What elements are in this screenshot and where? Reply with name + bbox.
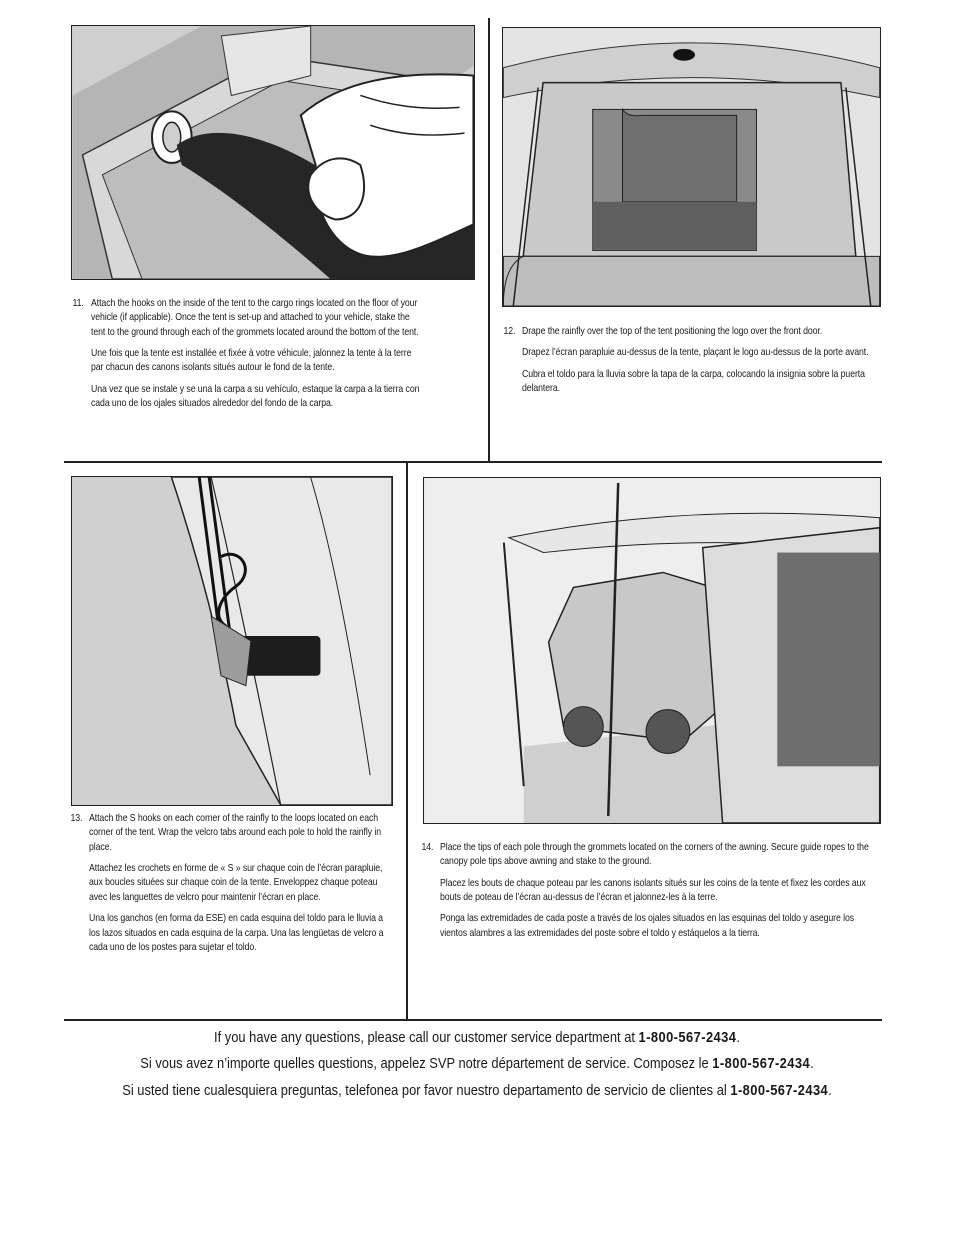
illustration-step-12-rainfly-over-tent (502, 27, 881, 307)
step-14-number: 14. (421, 842, 434, 853)
footer-spanish-line: Si usted tiene cualesquiera preguntas, telefonea por favor nuestro departamento de servicio de clientes al 1-800-567-2434. (122, 1082, 832, 1099)
step-13-text (70, 812, 396, 962)
step-14-spanish: Ponga las extremidades de cada poste a través de los ojales situados en las esquinas del toldo y asegure los vientos alambres a las extremidades del poste sobre el toldo y estáquelos a la tierra. (440, 913, 855, 939)
horizontal-divider-bottom (64, 1019, 882, 1021)
step-14-french: Placez les bouts de chaque poteau par les canons isolants situés sur les coins de la tente et fixez les cordes aux bouts de poteau de l’écran au-dessus de l’écran et jalonnez-les à la terre. (440, 877, 866, 904)
footer-french-text: Si vous avez n’importe quelles questions, appelez SVP notre département de service. Composez le (140, 1055, 713, 1072)
step-13-number: 13. (70, 813, 83, 824)
step-12-english: Drape the rainfly over the top of the tent positioning the logo over the front door. (522, 326, 823, 337)
step-11-english: Attach the hooks on the inside of the tent to the cargo rings located on the floor of your vehicle (if applicable). Once the tent is set-up and attached to your vehicle, stake the tent to the ground through each of the grommets located around the bottom of the tent. (91, 298, 419, 338)
footer-english-line: If you have any questions, please call our customer service department at 1-800-567-2434. (214, 1029, 740, 1046)
step-12-spanish: Cubra el toldo para la lluvia sobre la tapa de la carpa, colocando la insignia sobre la puerta delantera. (522, 368, 865, 395)
illustration-step-11-hook-cargo-ring (71, 25, 475, 280)
illustration-step-14-awning-poles (423, 477, 881, 824)
footer-french-phone: 1-800-567-2434 (712, 1055, 811, 1072)
step-12-text (503, 325, 875, 403)
vertical-divider-bottom (406, 461, 408, 1019)
step-12-french: Drapez l’écran parapluie au-dessus de la tente, plaçant le logo au-dessus de la porte avant. (522, 347, 869, 359)
step-11-french: Une fois que la tente est installée et fixée à votre véhicule, jalonnez la tente à la terre par chacun des canons isolants situés autour le fond de la tente. (91, 348, 412, 374)
step-11-number: 11. (72, 298, 84, 309)
step-13-spanish: Una los ganchos (en forma da ESE) en cada esquina del toldo para le lluvia a los lazos situados en cada esquina de la carpa. Una las lengüetas de velcro a cada uno de los postes para sujetar el toldo. (89, 913, 384, 953)
step-12-number: 12. (503, 326, 516, 337)
footer-english-text: If you have any questions, please call our customer service department at (214, 1029, 639, 1046)
step-14-text (421, 841, 877, 948)
step-13-english: Attach the S hooks on each corner of the rainfly to the loops located on each corner of the tent. Wrap the velcro tabs around each pole to hold the rainfly in place. (89, 813, 382, 853)
footer-english-phone: 1-800-567-2434 (638, 1029, 737, 1046)
step-11-spanish: Una vez que se instale y se una la carpa a su vehículo, estaque la carpa a la tierra con cada uno de los ojales situados alrededor del fondo de la carpa. (91, 383, 420, 410)
illustration-step-13-s-hook-velcro (71, 476, 393, 806)
step-13-french: Attachez les crochets en forme de « S » sur chaque coin de l’écran parapluie, aux boucles situées sur chaque coin de la tente. Enveloppez chaque poteau avec les languettes de velcro pour maintenir l’écran en place. (89, 863, 383, 903)
footer-french-line: Si vous avez n’importe quelles questions, appelez SVP notre département de service. Composez le 1-800-567-2434. (140, 1055, 814, 1072)
vertical-divider-top (488, 18, 490, 461)
footer-spanish-phone: 1-800-567-2434 (730, 1082, 829, 1099)
step-14-english: Place the tips of each pole through the grommets located on the corners of the awning. Secure guide ropes to the canopy pole tips above awning and stake to the ground. (440, 842, 869, 868)
footer-spanish-text: Si usted tiene cualesquiera preguntas, telefonea por favor nuestro departamento de servicio de clientes al (122, 1082, 731, 1099)
horizontal-divider-middle (64, 461, 882, 463)
step-11-text (72, 297, 423, 419)
